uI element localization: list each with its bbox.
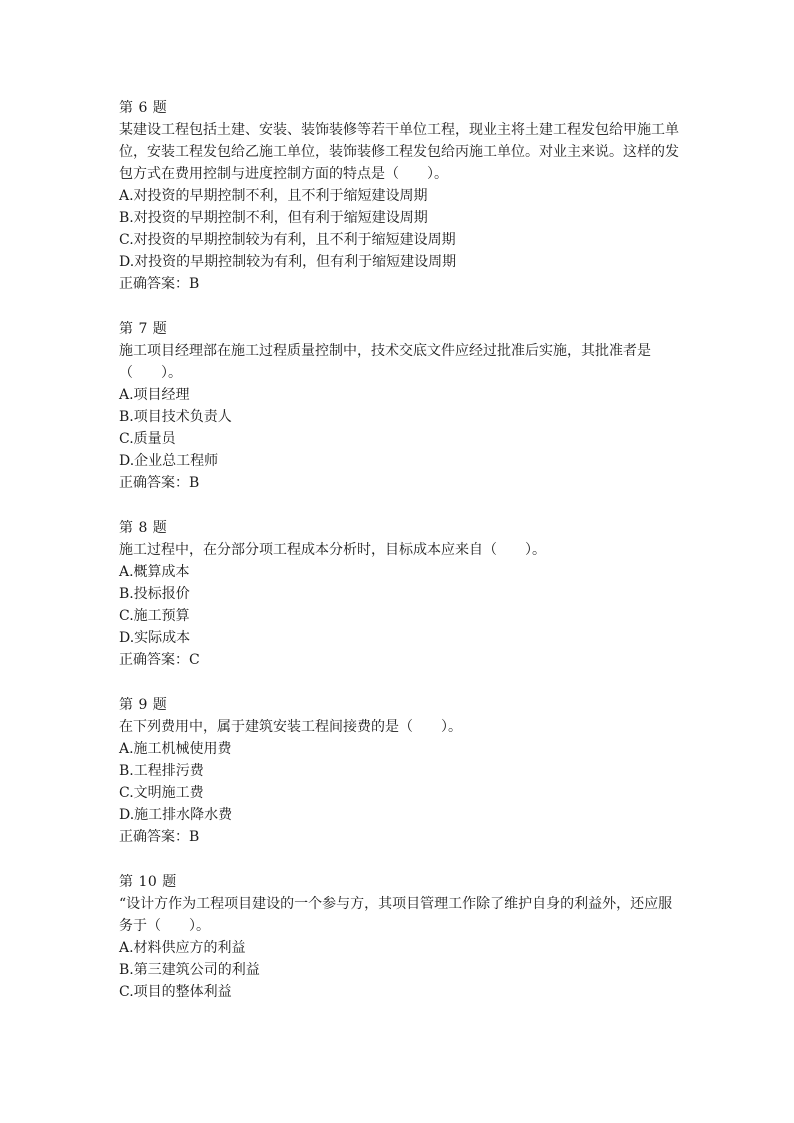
question-title: 第 7 题 (119, 321, 168, 337)
option-b: B.对投资的早期控制不利，但有利于缩短建设周期 (119, 210, 428, 226)
option-d: D.企业总工程师 (119, 453, 219, 469)
question-stem-line: 包方式在费用控制与进度控制方面的特点是（ ）。 (119, 166, 448, 182)
question-title: 第 9 题 (119, 697, 168, 713)
option-b: B.项目技术负责人 (119, 409, 232, 425)
option-c: C.质量员 (119, 431, 176, 447)
option-c: C.对投资的早期控制较为有利，且不利于缩短建设周期 (119, 232, 456, 248)
question-stem-line: 施工过程中，在分部分项工程成本分析时，目标成本应来自（ ）。 (119, 542, 546, 558)
correct-answer: 正确答案：C (119, 652, 200, 668)
correct-answer: 正确答案：B (119, 829, 200, 845)
correct-answer: 正确答案：B (119, 475, 200, 491)
option-a: A.材料供应方的利益 (119, 940, 246, 956)
question-stem-line: “设计方作为工程项目建设的一个参与方，其项目管理工作除了维护自身的利益外，还应服 (119, 896, 673, 912)
question-stem-line: 位，安装工程发包给乙施工单位，装饰装修工程发包给丙施工单位。对业主来说。这样的发 (119, 144, 679, 160)
question-9 (119, 694, 687, 848)
question-stem-line: 在下列费用中，属于建筑安装工程间接费的是（ ）。 (119, 719, 462, 735)
question-title: 第 6 题 (119, 100, 168, 116)
question-10 (119, 871, 687, 1003)
option-a: A.项目经理 (119, 387, 190, 403)
option-a: A.概算成本 (119, 564, 190, 580)
question-6 (119, 97, 687, 295)
option-c: C.文明施工费 (119, 785, 204, 801)
option-a: A.施工机械使用费 (119, 741, 232, 757)
question-8 (119, 517, 687, 671)
question-7 (119, 318, 687, 494)
option-b: B.第三建筑公司的利益 (119, 962, 260, 978)
option-b: B.工程排污费 (119, 763, 204, 779)
option-a: A.对投资的早期控制不利，且不利于缩短建设周期 (119, 188, 428, 204)
option-b: B.投标报价 (119, 586, 190, 602)
question-stem-line: 某建设工程包括土建、安装、装饰装修等若干单位工程，现业主将土建工程发包给甲施工单 (119, 122, 679, 138)
question-title: 第 10 题 (119, 874, 177, 890)
option-c: C.施工预算 (119, 608, 190, 624)
question-title: 第 8 题 (119, 520, 168, 536)
question-stem-line: 务于（ ）。 (119, 918, 210, 934)
question-stem-line: （ ）。 (119, 365, 182, 381)
correct-answer: 正确答案：B (119, 276, 200, 292)
option-d: D.对投资的早期控制较为有利，但有利于缩短建设周期 (119, 254, 457, 270)
question-stem-line: 施工项目经理部在施工过程质量控制中，技术交底文件应经过批准后实施，其批准者是 (119, 343, 651, 359)
exam-page (119, 97, 687, 1026)
option-d: D.施工排水降水费 (119, 807, 233, 823)
option-d: D.实际成本 (119, 630, 191, 646)
option-c: C.项目的整体利益 (119, 984, 232, 1000)
